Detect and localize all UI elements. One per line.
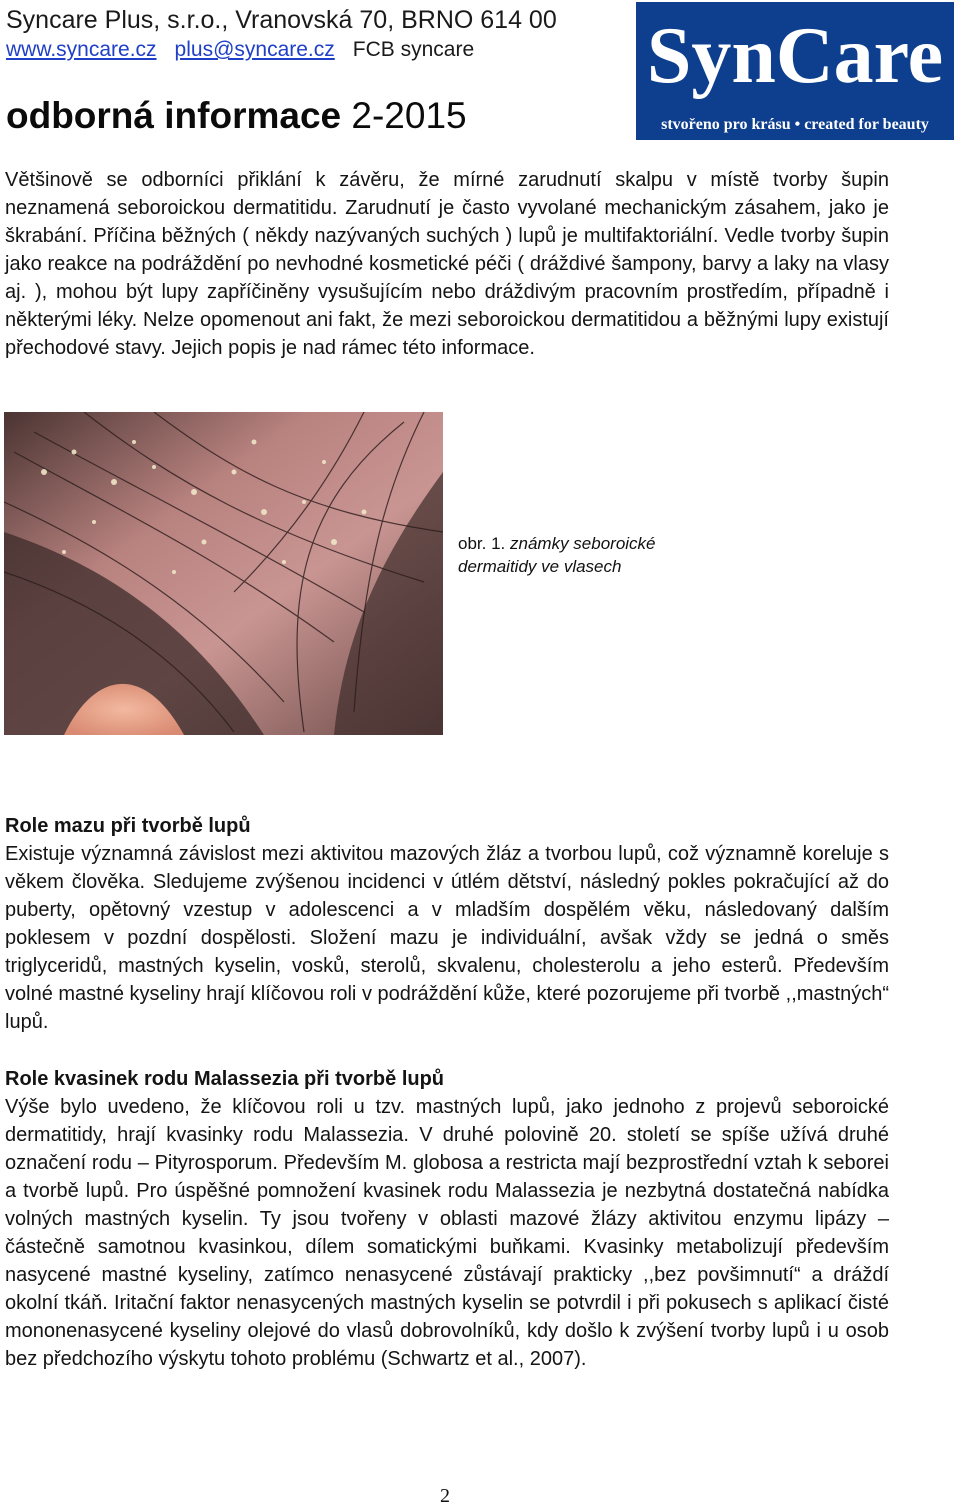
logo-wordmark: SynCare [646, 12, 944, 100]
caption-number: obr. 1. [458, 534, 506, 553]
title-number: 2-2015 [351, 95, 467, 136]
logo-tagline: stvořeno pro krásu • created for beauty [661, 116, 929, 133]
document-title [6, 92, 467, 140]
section-body: Výše bylo uvedeno, že klíčovou roli u tzv. mastných lupů, jako jednoho z projevů seboroické dermatitidy, hrají kvasinky rodu Malassezia. V druhé polovině 20. století se spíše užívá druhé označení rodu – Pityrosporum. Především M. globosa a restricta mají bezprostřední vztah k seborei a tvorbě lupů. Pro úspěšné pomnožení kvasinek rodu Malassezia je nezbytná dostatečná nabídka volných mastných kyselin. Ty jsou tvořeny v oblasti mazové žlázy aktivitou enzymu lipázy – částečně samotnou kvasinkou, dílem somatickými buňkami. Kvasinky metabolizují především nasycené mastné kyseliny, zatímco nenasycené zůstávají prakticky ,,bez povšimnutí“ a dráždí okolní tkáň. Iritační faktor nenasycených mastných kyselin se potvrdil i při pokusech s aplikací čisté mononenasycené kyseliny olejové do vlasů dobrovolníků, kdy došlo k zvýšení tvorby lupů i u osob bez předchozího výskytu tohoto problému (Schwartz et al., 2007). [5, 1096, 889, 1370]
section-heading: Role mazu při tvorbě lupů [5, 815, 251, 837]
scalp-photo [4, 412, 443, 735]
section-malassezia [5, 1065, 889, 1373]
section-sebum [5, 812, 889, 1036]
section-heading: Role kvasinek rodu Malassezia při tvorbě lupů [5, 1068, 445, 1090]
company-address: Syncare Plus, s.r.o., Vranovská 70, BRNO 614 00 [6, 6, 557, 34]
title-text: odborná informace [6, 95, 342, 136]
section-body: Existuje významná závislost mezi aktivitou mazových žláz a tvorbou lupů, což významně koreluje s věkem člověka. Sledujeme zvýšenou incidenci v útlém dětství, následný pokles pokračující až do puberty, opětovný vzestup v adolescenci a v mladším dospělém věku, následovaný dalším poklesem v pozdní dospělosti. Složení mazu je individuální, avšak vždy se jedná o směs triglyceridů, mastných kyselin, vosků, sterolů, skvalenu, cholesterolu a jeho esterů. Především volné mastné kyseliny hrají klíčovou roli v podráždění kůže, které pozorujeme při tvorbě ,,mastných“ lupů. [5, 843, 889, 1033]
syncare-logo [636, 2, 954, 140]
page-number: 2 [440, 1485, 450, 1507]
contact-line [6, 36, 626, 64]
website-link[interactable]: www.syncare.cz [6, 38, 157, 61]
figure-caption [458, 532, 698, 578]
email-link[interactable]: plus@syncare.cz [174, 38, 335, 61]
facebook-label: FCB syncare [352, 38, 475, 61]
letterhead [6, 4, 626, 64]
intro-paragraph: Většinově se odborníci přiklání k závěru, že mírné zarudnutí skalpu v místě tvorby šupin neznamená seboroickou dermatitidu. Zarudnutí je často vyvolané mechanickým zásahem, jako je škrabání. Příčina běžných ( někdy nazývaných suchých ) lupů je multifaktoriální. Vedle tvorby šupin jako reakce na podráždění po nevhodné kosmetické péči ( dráždivé šampony, barvy a laky na vlasy aj. ), mohou být lupy zapříčiněny vysušujícím nebo dráždivým pracovním prostředím, případně i některými léky. Nelze opomenout ani fakt, že mezi seboroickou dermatitidou a běžnými lupy existují přechodové stavy. Jejich popis je nad rámec této informace. [5, 169, 889, 359]
caption-text: známky seboroické dermaitidy ve vlasech [458, 534, 656, 576]
